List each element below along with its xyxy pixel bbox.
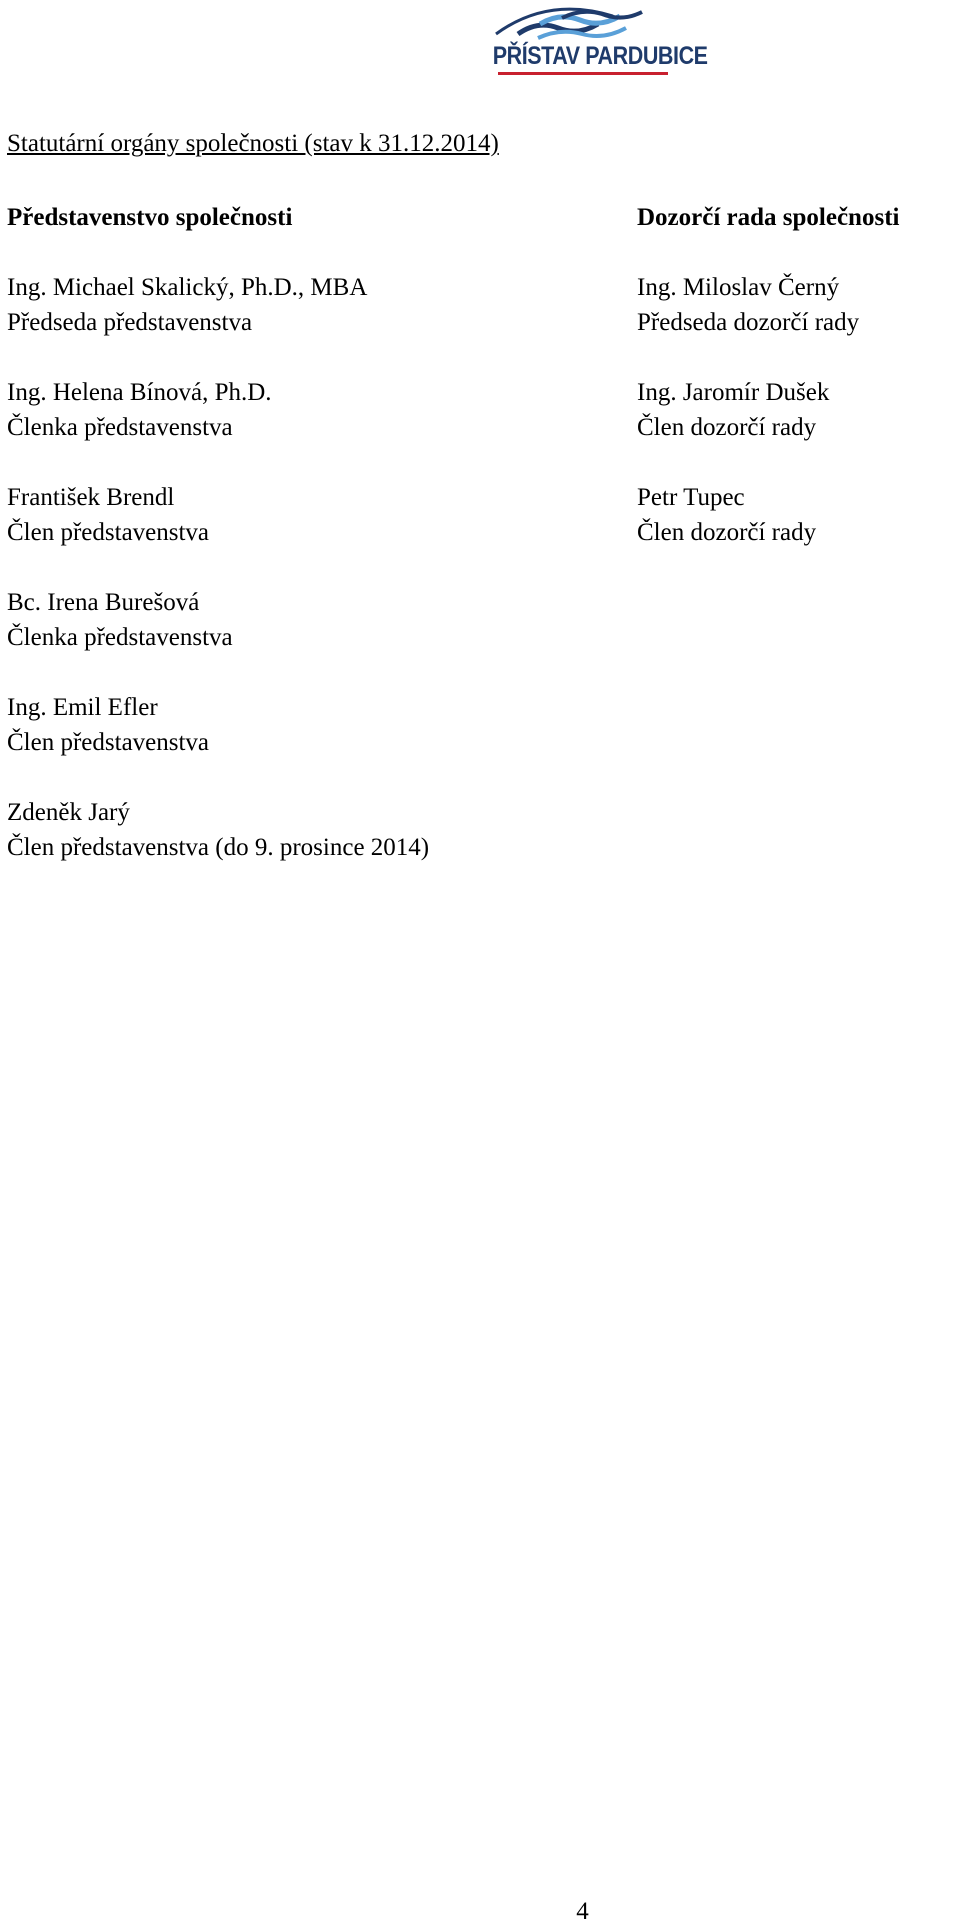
- member-name: Bc. Irena Burešová: [7, 589, 200, 616]
- member-role: Člen dozorčí rady: [637, 519, 817, 546]
- company-logo: [478, 4, 708, 84]
- member-name: Ing. Jaromír Dušek: [637, 379, 830, 406]
- member-role: Člen představenstva: [7, 519, 210, 546]
- member-name: Ing. Emil Efler: [7, 694, 158, 721]
- member-name: Petr Tupec: [637, 484, 745, 511]
- board-section: [7, 200, 429, 900]
- member-role: Člen představenstva: [7, 729, 210, 756]
- supervisory-member: [637, 375, 899, 445]
- member-role: Členka představenstva: [7, 624, 233, 651]
- board-member: [7, 375, 429, 445]
- board-member: [7, 585, 429, 655]
- member-name: Zdeněk Jarý: [7, 799, 130, 826]
- board-member: [7, 480, 429, 550]
- member-name: František Brendl: [7, 484, 175, 511]
- member-role: Člen představenstva (do 9. prosince 2014): [7, 834, 430, 861]
- board-member: [7, 690, 429, 760]
- supervisory-heading: Dozorčí rada společnosti: [637, 204, 900, 231]
- page-number: 4: [576, 1898, 589, 1925]
- supervisory-section: [637, 200, 899, 585]
- member-role: Člen dozorčí rady: [637, 414, 817, 441]
- board-member: [7, 270, 429, 340]
- member-name: Ing. Helena Bínová, Ph.D.: [7, 379, 272, 406]
- member-role: Předseda dozorčí rady: [637, 309, 860, 336]
- statement-title: Statutární orgány společnosti (stav k 31.12.2014): [7, 130, 499, 157]
- supervisory-member: [637, 270, 899, 340]
- member-role: Předseda představenstva: [7, 309, 253, 336]
- member-role: Členka představenstva: [7, 414, 233, 441]
- member-name: Ing. Michael Skalický, Ph.D., MBA: [7, 274, 368, 301]
- member-name: Ing. Miloslav Černý: [637, 274, 840, 301]
- board-member: [7, 795, 429, 865]
- supervisory-member: [637, 480, 899, 550]
- board-heading: Představenstvo společnosti: [7, 204, 293, 231]
- logo-text: PŘÍSTAV PARDUBICE: [492, 42, 708, 70]
